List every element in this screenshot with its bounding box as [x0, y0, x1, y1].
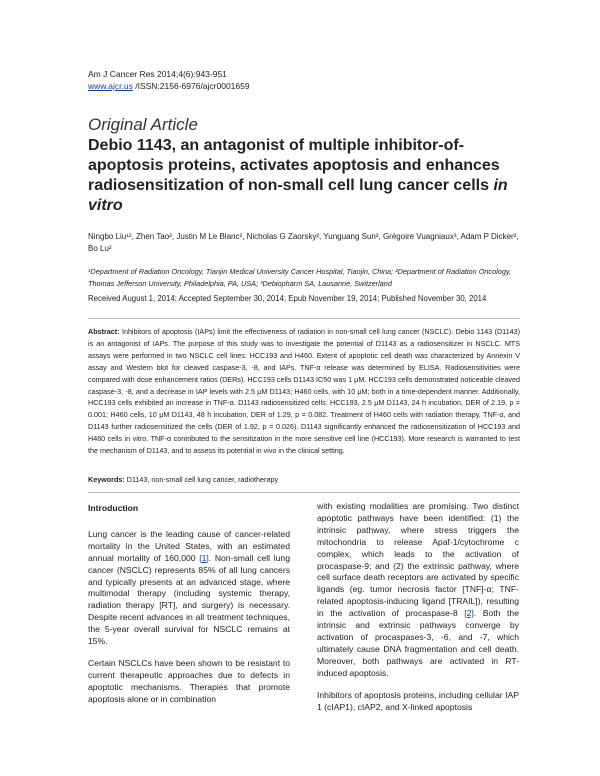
- author-list: Ningbo Liu¹², Zhen Tao², Justin M Le Blanc², Nicholas G Zaorsky², Yunguang Sun², Grégoire Vuagniaux³, Adam P Dicker², Bo Lu²: [88, 232, 519, 253]
- article-title: [88, 136, 528, 216]
- intro-p1-text-a: Lung cancer is the leading cause of cancer-related mortality in the United States, with an estimated annual mortality of 160,000: [88, 528, 290, 563]
- divider-bottom: [88, 492, 520, 493]
- title-main: Debio 1143, an antagonist of multiple inhibitor-of-apoptosis proteins, activates apoptosis and enhances radiosensitization of non-small cell lung cancer cells: [88, 137, 500, 194]
- section-heading-introduction: Introduction: [88, 503, 139, 513]
- affiliations: ¹Department of Radiation Oncology, Tianjin Medical University Cancer Hospital, Tianjin, China; ²Department of Radiation Oncology, Thomas Jefferson University, Philadelphia, PA, USA; ³Debiopharm SA, Lausanne, Switzerland: [88, 267, 512, 288]
- citation-link-1[interactable]: [1]: [199, 552, 209, 563]
- intro-paragraph-1: [88, 529, 290, 648]
- abstract-text: Inhibitors of apoptosis (IAPs) limit the effectiveness of radiation in non-small cell lung cancer (NSCLC). Debio 1143 (D1143) is an antagonist of IAPs. The purpose of this study was to investigate the potential of D1143 as a radiosensitizer in NSCLC. MTS assays were performed in two NSCLC cell lines: HCC193 and H460. Extent of apoptotic cell death was characterized by Annexin V assay and Western blot for cleaved caspase-3, -8, and IAPs. TNF-α release was determined by ELISA. Radiosensitivities were compared with dose enhancement ratios (DERs). HCC193 cells D1143 IC50 was 1 μM. HCC193 cells demonstrated noticeable cleaved caspase-3, -8, and a decrease in IAP levels with 2.5 μM D1143; H460 cells, with 10 μM; both in a time-dependent manner. Additionally, HCC193 cells exhibited an increase in TNF-α. D1143 radiosensitized cells: HCC193, 2.5 μM D1143, 24 h incubation, DER of 2.19, p = 0.001; H460 cells, 10 μM D1143, 48 h incubation, DER of 1.29, p = 0.082. Treatment of H460 cells with radiation therapy, TNF-α, and D1143 further radiosensitized the cells (DER of 1.92, p = 0.026). D1143 significantly enhanced the radiosensitization of HCC193 and H460 cells in vitro. TNF-α contributed to the sensitization in the more sensitive cell line (HCC193). More research is warranted to test the mechanism of D1143, and to assess its potential in vivo in the clinical setting.: [88, 327, 520, 456]
- intro-paragraph-2: Certain NSCLCs have been shown to be resistant to current therapeutic approaches due to defects in apoptotic mechanisms. Therapies that promote apoptosis alone or in combination: [88, 657, 290, 704]
- abstract-label: Abstract:: [88, 327, 120, 336]
- intro-p1-text-b: . Non-small cell lung cancer (NSCLC) represents 85% of all lung cancers and typically presents at an advanced stage, where multimodal therapy (including systemic therapy, radiation therapy [RT], and surgery) is necessary. Despite recent advances in all treatment techniques, the 5-year overall survival for NSCLC remains at 15%.: [88, 552, 290, 647]
- journal-url-link[interactable]: www.ajcr.us: [88, 81, 133, 91]
- abstract: [88, 326, 520, 457]
- keywords-label: Keywords:: [88, 475, 125, 484]
- keywords-text: D1143, non-small cell lung cancer, radiotherapy: [124, 475, 279, 484]
- publication-dates: Received August 1, 2014; Accepted September 30, 2014; Epub November 19, 2014; Published November 30, 2014: [88, 294, 487, 303]
- intro-paragraph-3: [317, 501, 519, 680]
- intro-paragraph-4: Inhibitors of apoptosis proteins, including cellular IAP 1 (cIAP1), cIAP2, and X-linked apoptosis: [317, 689, 519, 712]
- title-italic: in vitro: [88, 177, 508, 214]
- journal-url-line: [88, 80, 250, 92]
- body-column-left: [88, 503, 290, 716]
- journal-header: [88, 68, 250, 92]
- journal-issn: /ISSN:2156-6976/ajcr0001659: [132, 81, 250, 91]
- journal-citation: Am J Cancer Res 2014;4(6):943-951: [88, 69, 227, 79]
- citation-link-2[interactable]: [2]: [464, 608, 474, 619]
- body-column-right: [317, 501, 519, 723]
- keywords: [88, 474, 520, 485]
- intro-p3-text-b: . Both the intrinsic and extrinsic pathways converge by activation of procaspases-3, -6, and -7, which ultimately cause DNA fragmentation and cell death. Moreover, both pathways are activated in RT-induced apoptosis.: [317, 608, 519, 678]
- divider-top: [88, 318, 520, 319]
- article-type: Original Article: [88, 115, 198, 134]
- intro-p3-text-a: with existing modalities are promising. Two distinct apoptotic pathways have been identified: (1) the intrinsic pathway, where stress triggers the mitochondria to release Apaf-1/cytochrome c complex, which leads to the activation of procaspase-9; and (2) the extrinsic pathway, where cell surface death receptors are activated by specific ligands (eg. tumor necrosis factor [TNF]-α; TNF-related apoptosis-inducing ligand [TRAIL]), resulting in the activation of procaspase-8: [317, 501, 519, 619]
